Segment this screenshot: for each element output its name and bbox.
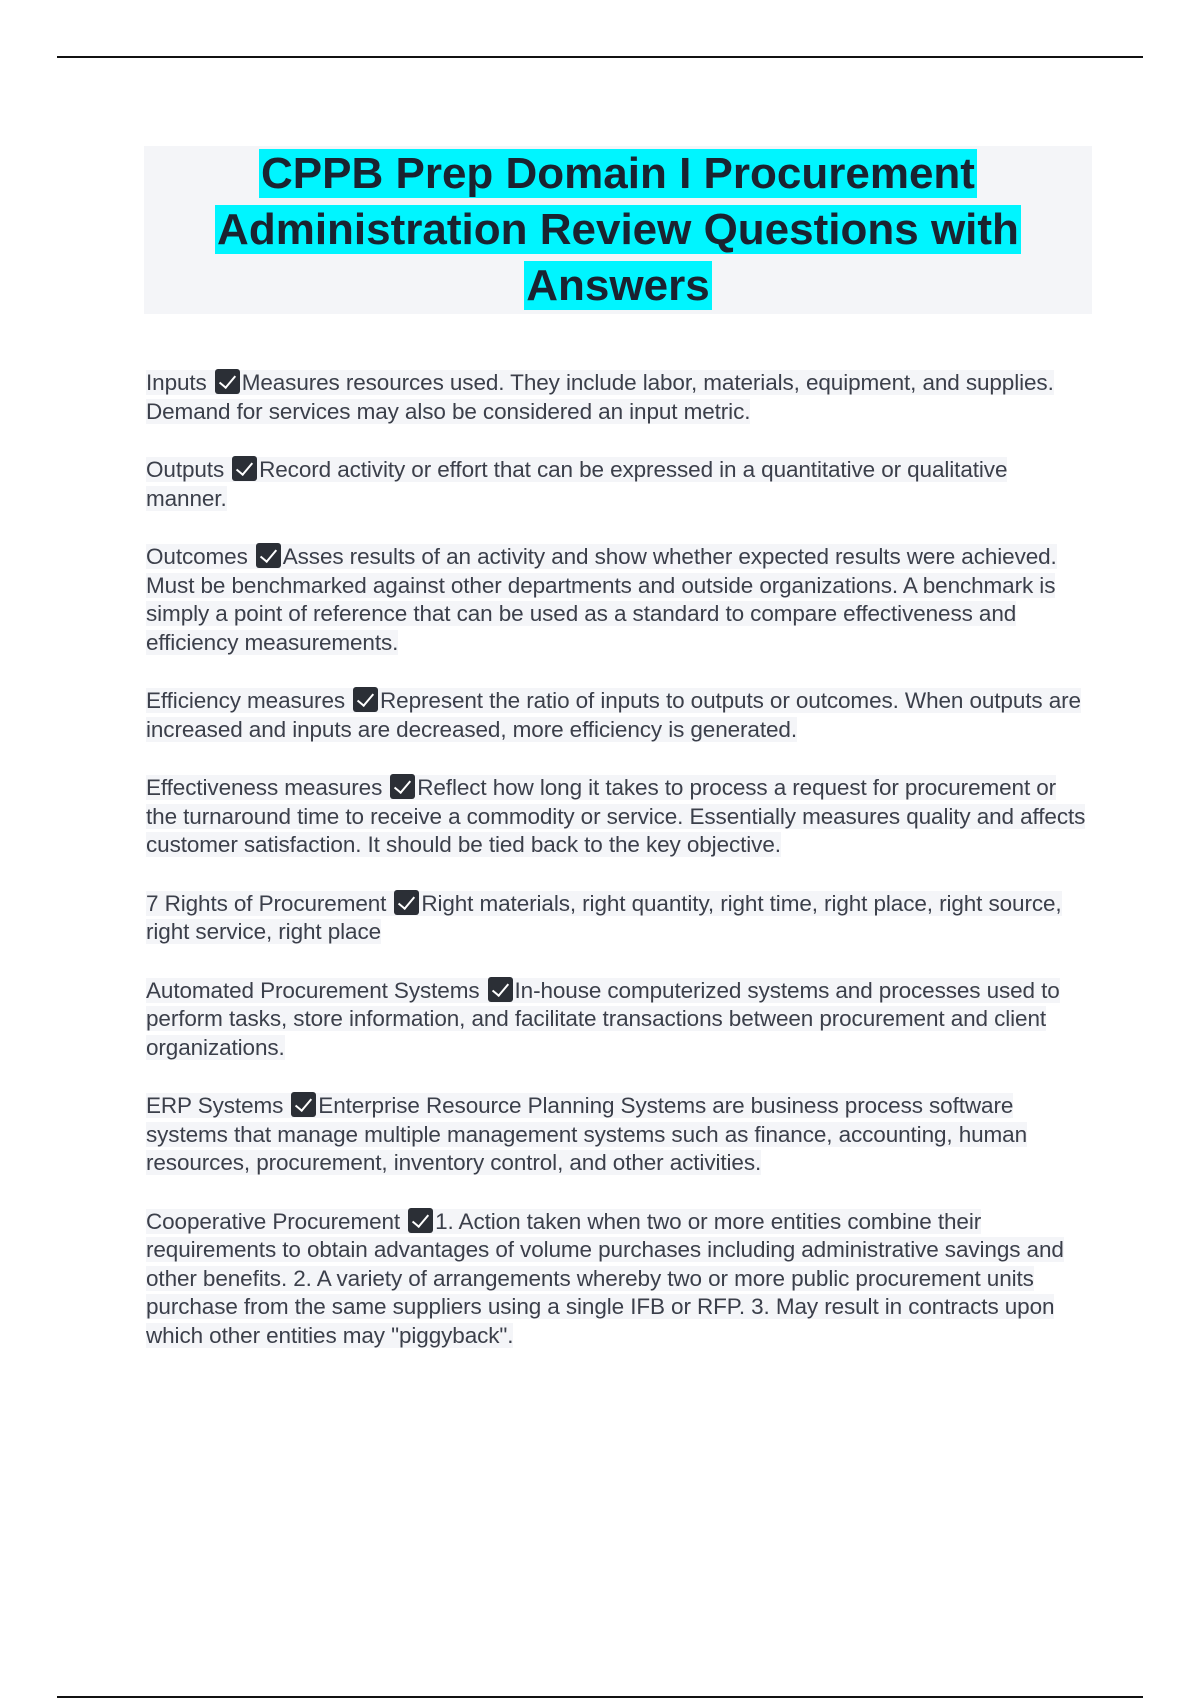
check-box-icon (488, 977, 513, 1002)
check-box-icon (408, 1208, 433, 1233)
qa-item (146, 1208, 1092, 1351)
qa-answer: In-house computerized systems and processes used to perform tasks, store information, and facilitate transactions between procurement and client organizations. (146, 977, 1060, 1060)
qa-text (146, 1093, 1027, 1175)
check-box-icon (256, 543, 281, 568)
check-box-icon (394, 890, 419, 915)
qa-term: ERP Systems (146, 1093, 284, 1118)
title-block (144, 146, 1092, 314)
check-box-icon (215, 369, 240, 394)
qa-item (146, 774, 1092, 860)
qa-item (146, 369, 1092, 426)
document-title: CPPB Prep Domain I Procurement Administration Review Questions with Answers (217, 149, 1019, 310)
qa-answer: Right materials, right quantity, right time, right place, right source, right service, right place (146, 890, 1062, 944)
qa-text (146, 1209, 1064, 1348)
qa-answer: Measures resources used. They include labor, materials, equipment, and supplies. Demand for services may also be considered an input metric. (146, 370, 1054, 424)
qa-answer: Reflect how long it takes to process a request for procurement or the turnaround time to receive a commodity or service. Essentially measures quality and affects customer satisfaction. It should be tied back to the key objective. (146, 775, 1086, 857)
qa-text (146, 775, 1085, 857)
qa-item (146, 687, 1092, 744)
qa-text (146, 891, 1062, 945)
qa-answer: Represent the ratio of inputs to outputs or outcomes. When outputs are increased and inputs are decreased, more efficiency is generated. (146, 688, 1081, 742)
qa-text (146, 457, 1007, 511)
qa-term: 7 Rights of Procurement (146, 890, 387, 916)
qa-term: Outputs (146, 457, 225, 482)
qa-term: Inputs (146, 370, 207, 395)
qa-answer: 1. Action taken when two or more entities combine their requirements to obtain advantages of volume purchases including administrative savings and other benefits. 2. A variety of arrangements whereby two or more public procurement units purchase from the same suppliers using a single IFB or RFP. 3. May result in contracts upon which other entities may "piggyback". (146, 1208, 1064, 1348)
qa-item (146, 890, 1092, 947)
qa-answer: Asses results of an activity and show whether expected results were achieved. Must be benchmarked against other departments and outside organizations. A benchmark is simply a point of reference that can be used as a standard to compare effectiveness and efficiency measurements. (146, 544, 1057, 655)
qa-term: Automated Procurement Systems (146, 977, 480, 1003)
qa-text (146, 978, 1060, 1060)
qa-item (146, 977, 1092, 1063)
qa-term: Effectiveness measures (146, 775, 383, 800)
check-box-icon (353, 687, 378, 712)
qa-list (146, 369, 1092, 1380)
top-rule (57, 56, 1143, 58)
check-box-icon (291, 1092, 316, 1117)
check-box-icon (390, 774, 415, 799)
qa-text (146, 688, 1081, 742)
qa-answer: Enterprise Resource Planning Systems are business process software systems that manage multiple management systems such as finance, accounting, human resources, procurement, inventory control, and other activities. (146, 1093, 1028, 1175)
qa-item (146, 543, 1092, 657)
qa-term: Efficiency measures (146, 688, 346, 713)
qa-text (146, 544, 1057, 655)
qa-text (146, 370, 1054, 424)
qa-item (146, 1092, 1092, 1178)
qa-answer: Record activity or effort that can be expressed in a quantitative or qualitative manner. (146, 457, 1008, 511)
qa-item (146, 456, 1092, 513)
check-box-icon (232, 456, 257, 481)
qa-term: Outcomes (146, 544, 248, 569)
qa-term: Cooperative Procurement (146, 1208, 401, 1234)
bottom-rule (57, 1696, 1143, 1698)
